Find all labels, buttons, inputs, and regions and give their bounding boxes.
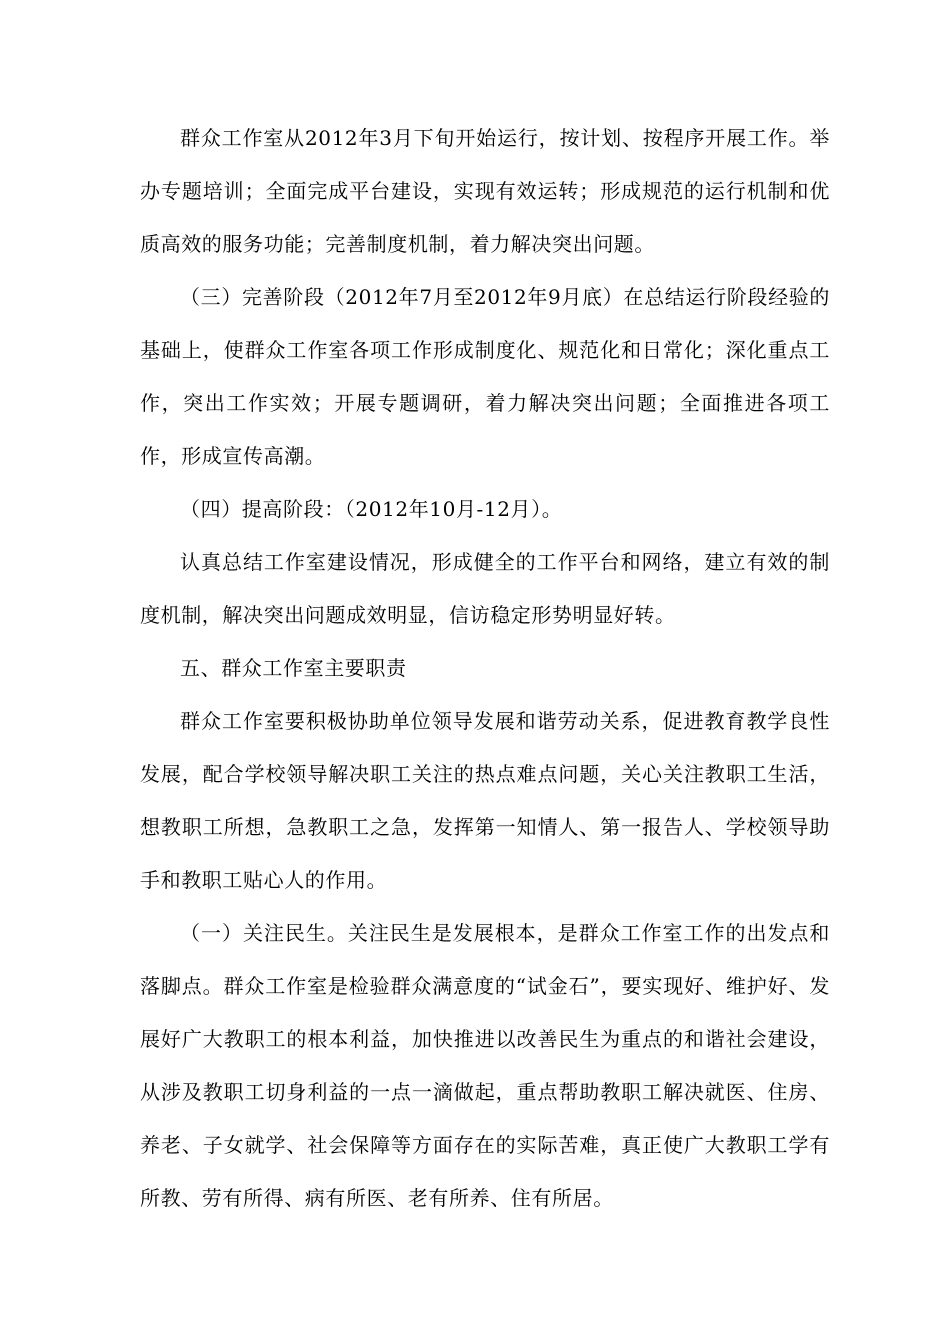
paragraph-operation-stage: 群众工作室从2012年3月下旬开始运行，按计划、按程序开展工作。举办专题培训；全面完成平台建设，实现有效运转；形成规范的运行机制和优质高效的服务功能；完善制度机制，着力解决突出问题。 [140,126,830,256]
paragraph-enhancement-stage-heading: （四）提高阶段：（2012年10月-12月）。 [180,497,563,521]
paragraph-main-duties: 群众工作室要积极协助单位领导发展和谐劳动关系，促进教育教学良性发展，配合学校领导解决职工关注的热点难点问题，关心关注教职工生活，想教职工所想，急教职工之急，发挥第一知情人、第一报告人、学校领导助手和教职工贴心人的作用。 [140,709,830,892]
paragraph-focus-on-livelihood: （一）关注民生。关注民生是发展根本，是群众工作室工作的出发点和落脚点。群众工作室是检验群众满意度的“试金石”，要实现好、维护好、发展好广大教职工的根本利益，加快推进以改善民生为重点的和谐社会建设，从涉及教职工切身利益的一点一滴做起，重点帮助教职工解决就医、住房、养老、子女就学、社会保障等方面存在的实际苦难，真正使广大教职工学有所教、劳有所得、病有所医、老有所养、住有所居。 [140,921,830,1210]
section-heading-main-duties: 五、群众工作室主要职责 [180,656,407,680]
document-body [140,112,830,1225]
paragraph-improvement-stage: （三）完善阶段（2012年7月至2012年9月底）在总结运行阶段经验的基础上，使群众工作室各项工作形成制度化、规范化和日常化；深化重点工作，突出工作实效；开展专题调研，着力解决突出问题；全面推进各项工作，形成宣传高潮。 [140,285,830,468]
paragraph-enhancement-stage-body: 认真总结工作室建设情况，形成健全的工作平台和网络，建立有效的制度机制，解决突出问题成效明显，信访稳定形势明显好转。 [140,550,830,627]
